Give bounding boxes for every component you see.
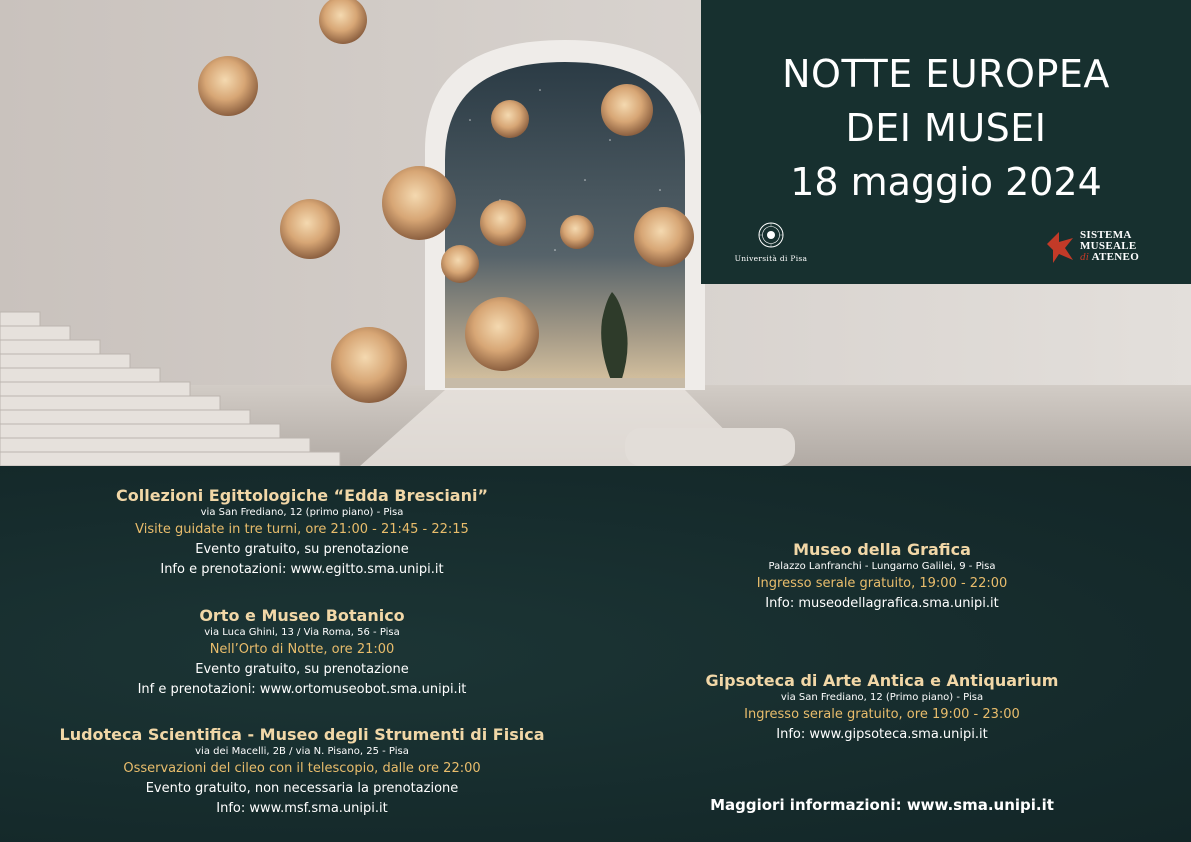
venue-address: Palazzo Lanfranchi - Lungarno Galilei, 9 - Pisa: [768, 561, 996, 572]
venue-address: via Luca Ghini, 13 / Via Roma, 56 - Pisa: [204, 627, 400, 638]
event-title-line1: NOTTE EUROPEA: [782, 52, 1110, 96]
venue-event: Nell’Orto di Notte, ore 21:00: [209, 642, 395, 657]
sma-di: di: [1080, 251, 1090, 263]
sma-ateneo: ATENEO: [1091, 251, 1140, 263]
sma-leaf-icon: [1045, 230, 1075, 264]
event-title-line2: DEI MUSEI: [845, 106, 1047, 150]
venue-event: Osservazioni del cileo con il telescopio, dalle ore 22:00: [123, 761, 481, 776]
sma-line1: SISTEMA: [1080, 229, 1132, 241]
venue-address: via dei Macelli, 2B / via N. Pisano, 25 - Pisa: [195, 746, 409, 757]
venue-title: Orto e Museo Botanico: [199, 606, 405, 625]
more-info-link[interactable]: Maggiori informazioni: www.sma.unipi.it: [710, 796, 1054, 814]
venue-event: Ingresso serale gratuito, ore 19:00 - 23:00: [744, 707, 1020, 722]
venue-info-link[interactable]: Info: museodellagrafica.sma.unipi.it: [765, 596, 999, 611]
unipi-logo: [731, 222, 811, 268]
venue-ludoteca: [0, 725, 604, 819]
sma-logo: [1045, 228, 1175, 266]
venue-egittologia: [0, 486, 604, 580]
sma-line3: [1080, 252, 1139, 263]
unipi-seal-icon: [758, 222, 784, 248]
venue-title: Ludoteca Scientifica - Museo degli Strumenti di Fisica: [59, 725, 545, 744]
venue-note: Evento gratuito, non necessaria la prenotazione: [145, 781, 459, 796]
venue-event: Visite guidate in tre turni, ore 21:00 - 21:45 - 22:15: [135, 522, 469, 537]
venue-info-link[interactable]: Inf e prenotazioni: www.ortomuseobot.sma.unipi.it: [137, 682, 467, 697]
unipi-name: Università di Pisa: [734, 254, 808, 263]
venue-note: Evento gratuito, su prenotazione: [195, 662, 409, 677]
venue-info-link[interactable]: Info e prenotazioni: www.egitto.sma.unipi.it: [160, 562, 444, 577]
venue-title: Gipsoteca di Arte Antica e Antiquarium: [705, 671, 1059, 690]
sma-line2: MUSEALE: [1080, 240, 1137, 252]
title-panel: [701, 0, 1191, 284]
venue-event: Ingresso serale gratuito, 19:00 - 22:00: [756, 576, 1008, 591]
venue-info-link[interactable]: Info: www.msf.sma.unipi.it: [216, 801, 388, 816]
event-date: 18 maggio 2024: [790, 160, 1102, 204]
venue-gipsoteca: [690, 671, 1074, 745]
venues-section: [0, 466, 1191, 842]
venue-title: Museo della Grafica: [793, 540, 971, 559]
venue-title: Collezioni Egittologiche “Edda Bresciani”: [116, 486, 488, 505]
venue-museo-grafica: [690, 540, 1074, 614]
venue-note: Evento gratuito, su prenotazione: [195, 542, 409, 557]
venue-address: via San Frediano, 12 (primo piano) - Pisa: [200, 507, 404, 518]
venue-orto-botanico: [0, 606, 604, 700]
venue-info-link[interactable]: Info: www.gipsoteca.sma.unipi.it: [776, 727, 988, 742]
venue-address: via San Frediano, 12 (Primo piano) - Pisa: [780, 692, 984, 703]
